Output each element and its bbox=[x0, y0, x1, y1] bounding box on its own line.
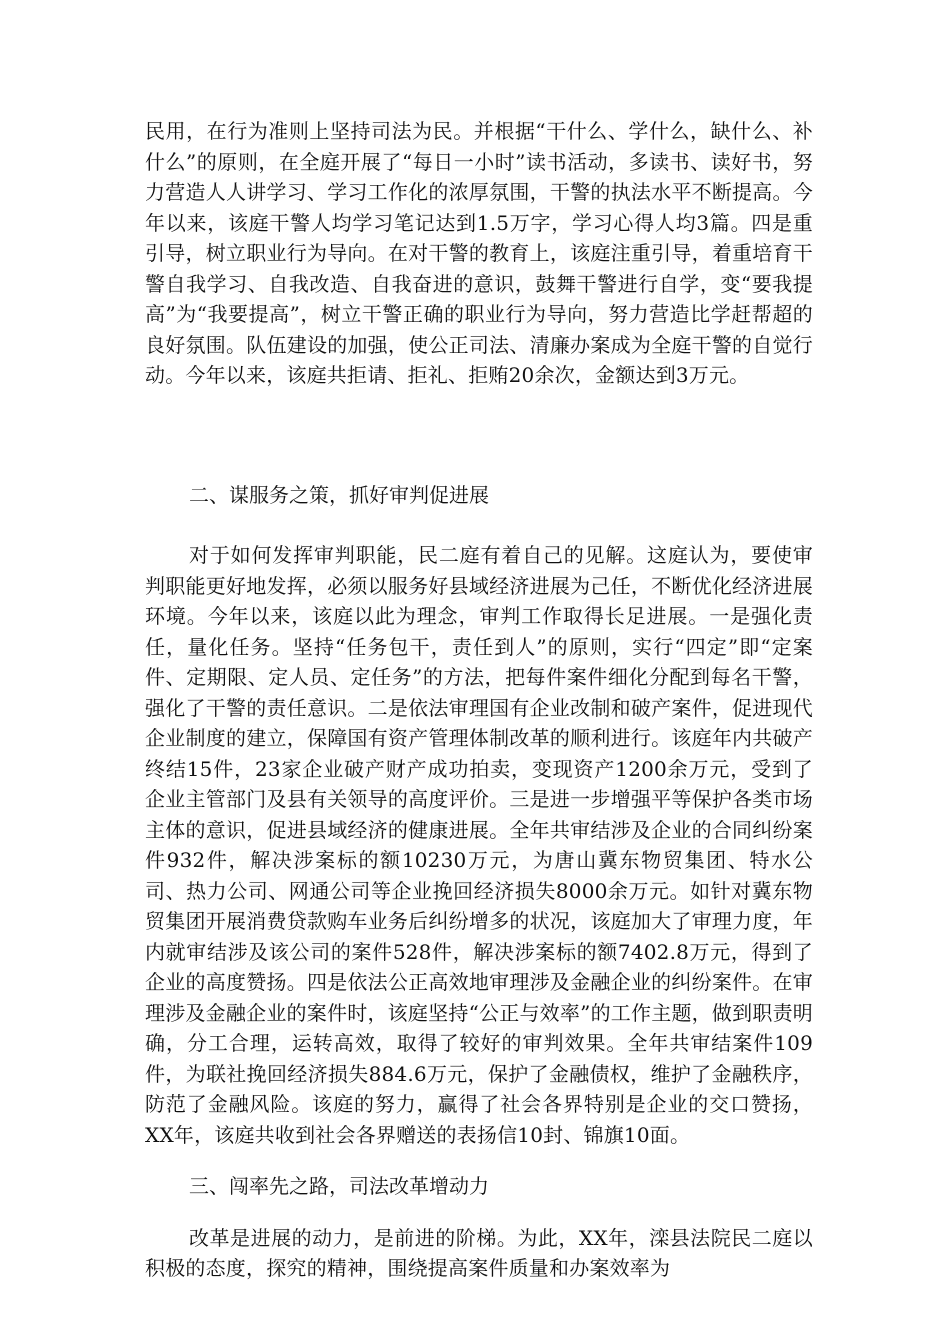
body-paragraph-3: 改革是进展的动力，是前进的阶梯。为此，XX年，滦县法院民二庭以积极的态度，探究的精神，围绕提高案件质量和办案效率为 bbox=[145, 1225, 813, 1280]
section-heading-2: 二、谋服务之策，抓好审判促进展 bbox=[189, 482, 489, 507]
body-paragraph-2: 对于如何发挥审判职能，民二庭有着自己的见解。这庭认为，要使审判职能更好地发挥，必须以服务好县域经济进展为己任，不断优化经济进展环境。今年以来，该庭以此为理念，审判工作取得长足进展。一是强化责任，量化任务。坚持“任务包干，责任到人”的原则，实行“四定”即“定案件、定期限、定人员、定任务”的方法，把每件案件细化分配到每名干警，强化了干警的责任意识。二是依法审理国有企业改制和破产案件，促进现代企业制度的建立，保障国有资产管理体制改革的顺利进行。该庭年内共破产终结15件，23家企业破产财产成功拍卖，变现资产1200余万元，受到了企业主管部门及县有关领导的高度评价。三是进一步增强平等保护各类市场主体的意识，促进县域经济的健康进展。全年共审结涉及企业的合同纠纷案件932件，解决涉案标的额10230万元，为唐山冀东物贸集团、特水公司、热力公司、网通公司等企业挽回经济损失8000余万元。如针对冀东物贸集团开展消费贷款购车业务后纠纷增多的状况，该庭加大了审理力度，年内就审结涉及该公司的案件528件，解决涉案标的额7402.8万元，得到了企业的高度赞扬。四是依法公正高效地审理涉及金融企业的纠纷案件。在审理涉及金融企业的案件时，该庭坚持“公正与效率”的工作主题，做到职责明确，分工合理，运转高效，取得了较好的审判效果。全年共审结案件109件，为联社挽回经济损失884.6万元，保护了金融债权，维护了金融秩序，防范了金融风险。该庭的努力，赢得了社会各界特别是企业的交口赞扬，XX年，该庭共收到社会各界赠送的表扬信10封、锦旗10面。 bbox=[145, 543, 813, 1147]
section-heading-3: 三、闯率先之路，司法改革增动力 bbox=[189, 1174, 489, 1198]
body-paragraph-1: 民用，在行为准则上坚持司法为民。并根据“干什么、学什么，缺什么、补什么”的原则，在全庭开展了“每日一小时”读书活动，多读书、读好书，努力营造人人讲学习、学习工作化的浓厚氛围，干警的执法水平不断提高。今年以来，该庭干警人均学习笔记达到1.5万字，学习心得人均3篇。四是重引导，树立职业行为导向。在对干警的教育上，该庭注重引导，着重培育干警自我学习、自我改造、自我奋进的意识，鼓舞干警进行自学，变“要我提高”为“我要提高”，树立干警正确的职业行为导向，努力营造比学赶帮超的良好氛围。队伍建设的加强，使公正司法、清廉办案成为全庭干警的自觉行动。今年以来，该庭共拒请、拒礼、拒贿20余次，金额达到3万元。 bbox=[145, 119, 813, 387]
document-page bbox=[145, 116, 813, 1284]
